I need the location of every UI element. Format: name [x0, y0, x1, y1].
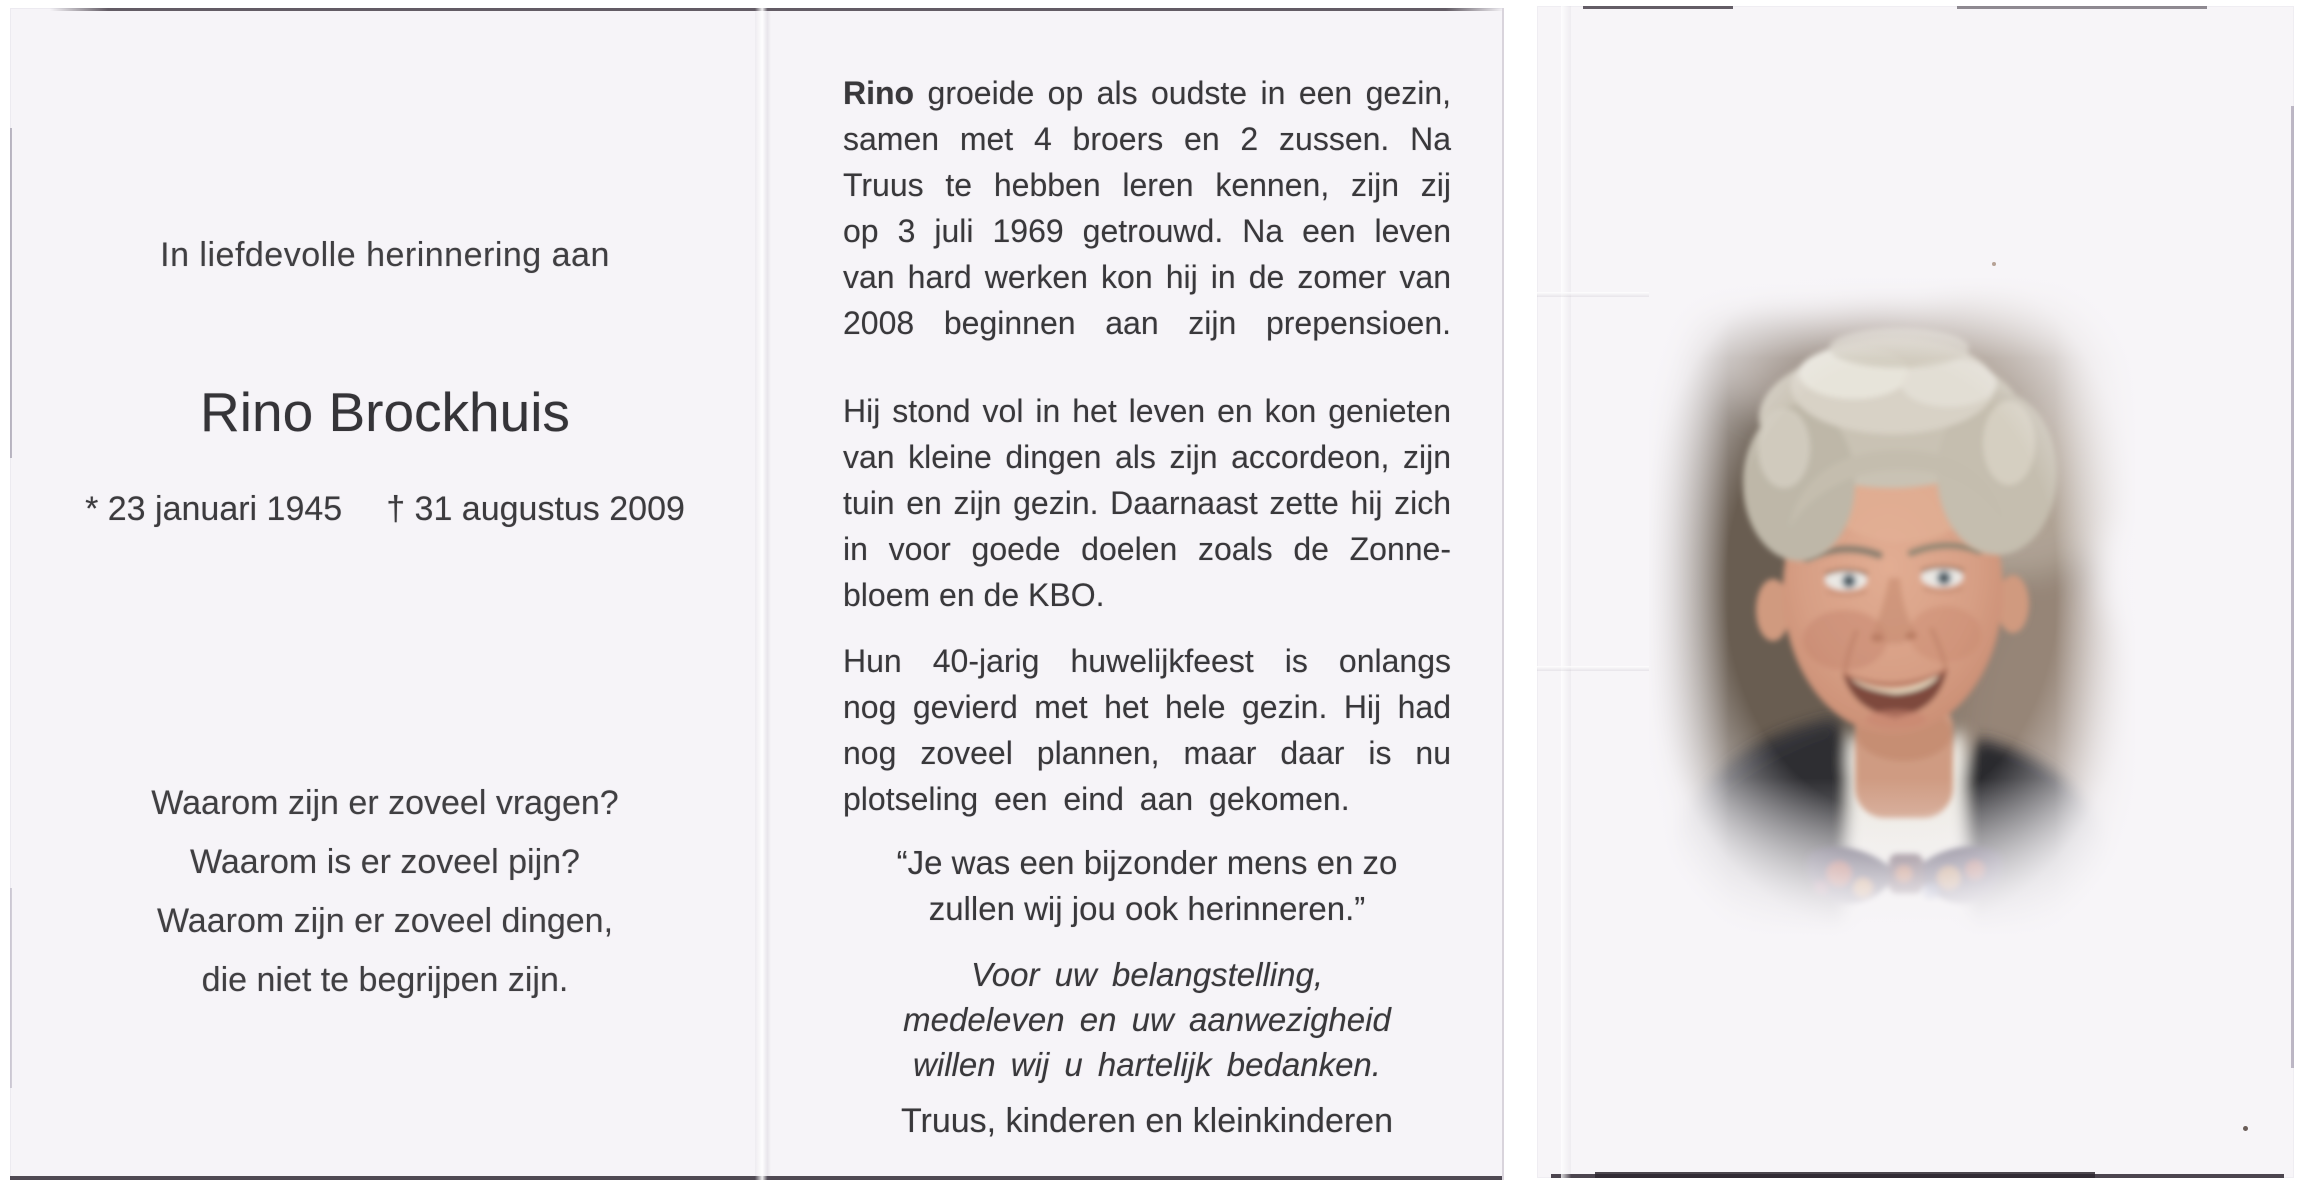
- thanks-line: Voor uw belangstelling,: [971, 956, 1323, 993]
- scan-edge-right: [2291, 106, 2294, 1068]
- bio-line: tuin en zijn gezin. Daarnaast zette hij zich: [843, 485, 1451, 521]
- bio-line: Hij stond vol in het leven en kon genieten: [843, 393, 1451, 429]
- photo-vignette: [1649, 278, 2135, 938]
- bio-line: [843, 70, 1451, 116]
- bio-line: van kleine dingen als zijn accordeon, zijn: [843, 439, 1451, 475]
- bio-line: nog zoveel plannen, maar daar is nu: [843, 735, 1451, 771]
- thanks-line: medeleven en uw aanwezigheid: [903, 1001, 1391, 1038]
- portrait-photo: [1649, 278, 2135, 938]
- lead-word: Rino: [843, 75, 915, 111]
- scan-edge-top: [1957, 6, 2207, 9]
- thanks-note: [843, 952, 1451, 1087]
- quote-line: “Je was een bijzonder mens en zo: [896, 844, 1398, 881]
- quote-line: zullen wij jou ook herinneren.”: [928, 890, 1366, 927]
- bio-line: Truus te hebben leren kennen, zijn zij: [843, 167, 1451, 203]
- thanks-line: willen wij u hartelijk bedanken.: [913, 1046, 1381, 1083]
- bio-line: bloem en de KBO.: [843, 577, 1105, 613]
- memorial-quote: [843, 840, 1451, 932]
- page-crease-vertical: [1561, 6, 1571, 1178]
- poem-line: Waarom is er zoveel pijn?: [190, 843, 580, 881]
- scan-edge-top: [1583, 6, 1733, 9]
- life-dates: [10, 490, 760, 529]
- memorial-card-scan: [10, 8, 1504, 1180]
- bio-line: nog gevierd met het hele gezin. Hij had: [843, 689, 1451, 725]
- poem-line: Waarom zijn er zoveel vragen?: [151, 784, 619, 822]
- scan-speck: [1992, 262, 1996, 266]
- deceased-name: Rino Brockhuis: [200, 381, 570, 443]
- closing-line: Truus, kinderen en kleinkinderen: [900, 1102, 1394, 1140]
- bio-line: plotseling een eind aan gekomen.: [843, 781, 1350, 817]
- poem-line: Waarom zijn er zoveel dingen,: [156, 902, 614, 940]
- memorial-poem: [10, 774, 760, 1010]
- bio-line: van hard werken kon hij in de zomer van: [843, 259, 1451, 295]
- bio-line-rest: groeide op als oudste in een gezin,: [927, 75, 1452, 111]
- memorial-heading: In liefdevolle herinnering aan: [160, 236, 610, 274]
- scan-edge-right: [1502, 8, 1504, 1180]
- bio-line: samen met 4 broers en 2 zussen. Na: [843, 121, 1451, 157]
- bio-line: op 3 juli 1969 getrouwd. Na een leven: [843, 213, 1451, 249]
- photo-page-scan: [1537, 6, 2294, 1178]
- scan-speck: [2243, 1126, 2248, 1131]
- scan-edge-bottom-dark: [1595, 1172, 2095, 1178]
- closing-signature: [843, 1098, 1451, 1144]
- bio-line: Hun 40-jarig huwelijkfeest is onlangs: [843, 643, 1451, 679]
- bio-paragraph-1: [843, 70, 1451, 346]
- bio-line: in voor goede doelen zoals de Zonne-: [843, 531, 1451, 567]
- bio-paragraph-3: [843, 638, 1451, 822]
- birth-date: * 23 januari 1945: [85, 490, 343, 528]
- bio-line: 2008 beginnen aan zijn prepensioen.: [843, 305, 1451, 341]
- death-date: † 31 augustus 2009: [386, 490, 685, 528]
- scan-edge-top: [50, 8, 1504, 11]
- bio-paragraph-2: [843, 388, 1451, 618]
- poem-line: die niet te begrijpen zijn.: [201, 961, 569, 999]
